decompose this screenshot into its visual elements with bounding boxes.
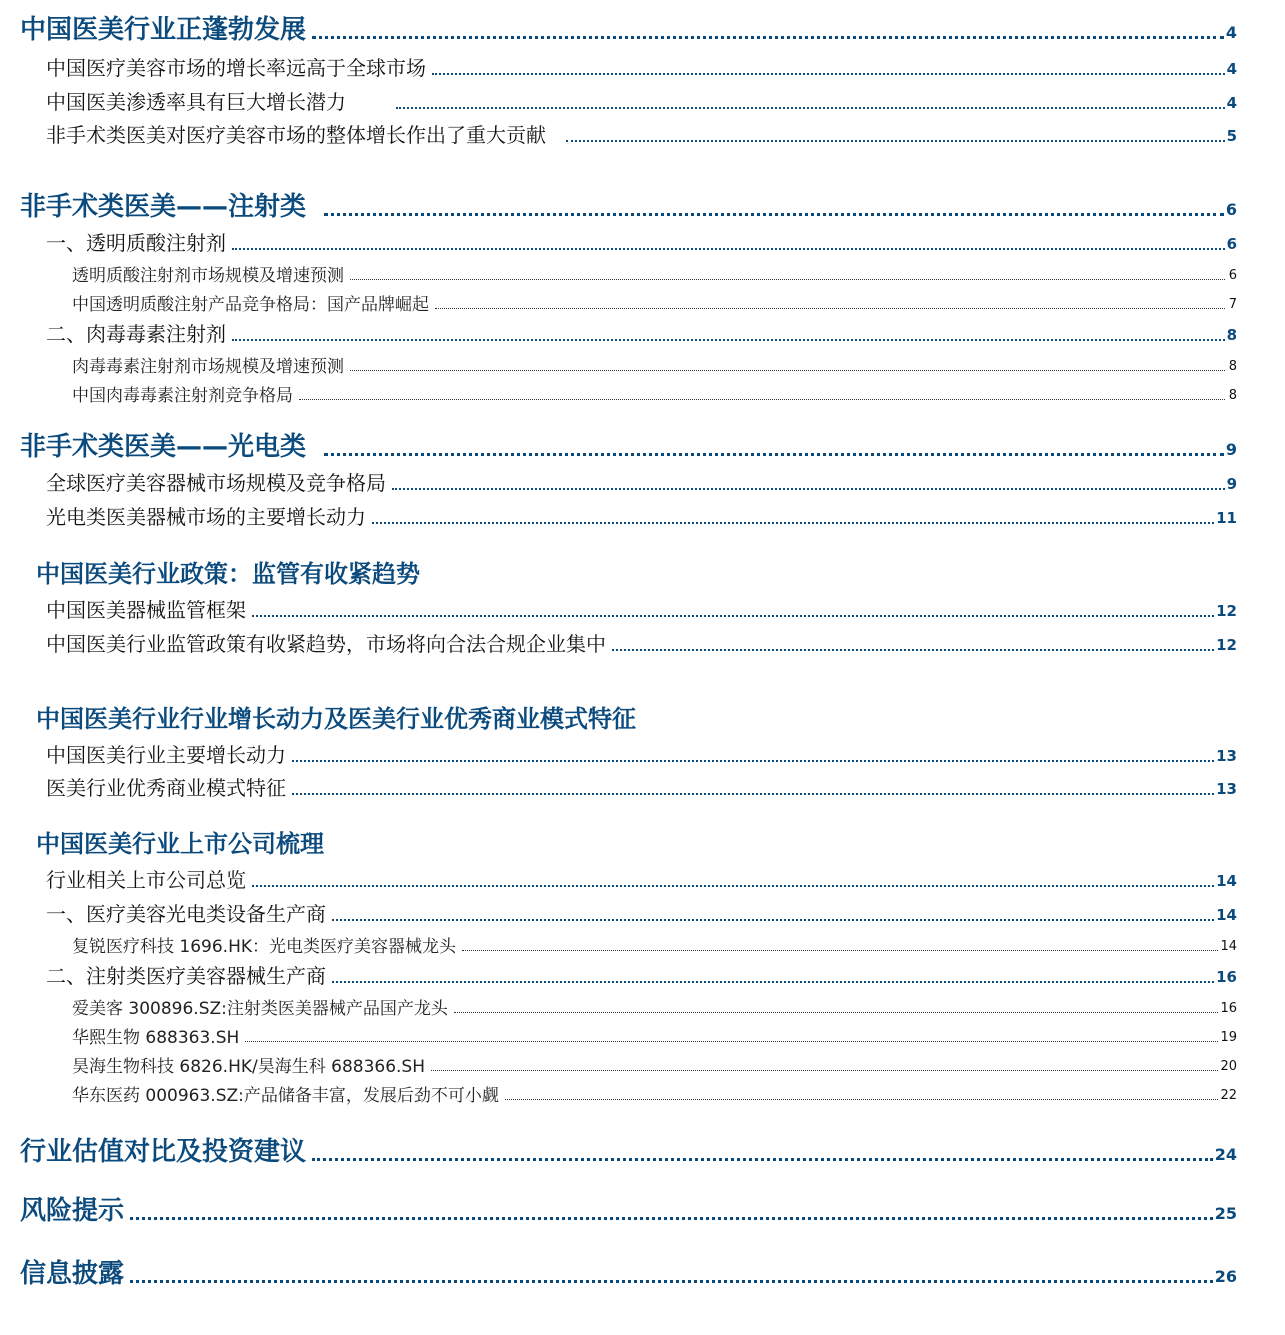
- toc-entry-page: 5: [1226, 127, 1237, 145]
- toc-chapter-entry[interactable]: [20, 1134, 1237, 1168]
- toc-entry-page: 20: [1220, 1059, 1237, 1074]
- toc-entry-title: 非手术类医美——光电类: [20, 432, 307, 462]
- leader-dots: [324, 213, 1224, 216]
- toc-chapter-heading[interactable]: [36, 827, 1237, 859]
- leader-dots: [612, 649, 1214, 651]
- toc-entry-page: 13: [1216, 747, 1237, 765]
- leader-dots: [566, 140, 1225, 142]
- toc-entry-title: 肉毒毒素注射剂市场规模及增速预测: [72, 357, 344, 377]
- leader-dots: [462, 950, 1218, 951]
- leader-dots: [312, 1158, 1213, 1161]
- toc-entry-page: 26: [1214, 1267, 1237, 1286]
- toc-entry-title: 光电类医美器械市场的主要增长动力: [46, 505, 366, 529]
- toc-entry-title: 中国医美行业正蓬勃发展: [20, 15, 307, 45]
- leader-dots: [432, 73, 1225, 75]
- toc-entry-page: 25: [1214, 1204, 1237, 1223]
- toc-section-entry[interactable]: [46, 597, 1237, 623]
- toc-subsection-entry[interactable]: [72, 933, 1237, 957]
- toc-entry-title: 中国医美渗透率具有巨大增长潜力: [46, 90, 346, 114]
- toc-entry-title: 非手术类医美对医疗美容市场的整体增长作出了重大贡献: [46, 123, 546, 147]
- toc-entry-title: 透明质酸注射剂市场规模及增速预测: [72, 266, 344, 286]
- toc-subsection-entry[interactable]: [72, 262, 1237, 286]
- leader-dots: [252, 615, 1214, 617]
- toc-entry-title: 复锐医疗科技 1696.HK：光电类医疗美容器械龙头: [72, 937, 457, 957]
- toc-entry-page: 8: [1228, 388, 1237, 403]
- toc-section-entry[interactable]: [46, 867, 1237, 893]
- toc-section-entry[interactable]: [46, 470, 1237, 496]
- leader-dots: [431, 1070, 1218, 1071]
- toc-section-entry[interactable]: [46, 321, 1237, 347]
- toc-entry-title: 中国医疗美容市场的增长率远高于全球市场: [46, 56, 426, 80]
- leader-dots: [312, 36, 1224, 39]
- toc-entry-title: 中国医美行业主要增长动力: [46, 743, 286, 767]
- toc-entry-page: 9: [1225, 440, 1237, 459]
- toc-entry-page: 7: [1228, 297, 1237, 312]
- toc-subsection-entry[interactable]: [72, 382, 1237, 406]
- toc-entry-title: 行业相关上市公司总览: [46, 868, 246, 892]
- toc-subsection-entry[interactable]: [72, 995, 1237, 1019]
- toc-section-entry[interactable]: [46, 742, 1237, 768]
- toc-entry-page: 6: [1226, 235, 1237, 253]
- toc-entry-title: 风险提示: [20, 1196, 125, 1226]
- toc-subsection-entry[interactable]: [72, 1053, 1237, 1077]
- toc-entry-page: 4: [1226, 94, 1237, 112]
- toc-chapter-heading[interactable]: [36, 557, 1237, 589]
- toc-entry-page: 12: [1216, 636, 1237, 654]
- toc-subsection-entry[interactable]: [72, 1082, 1237, 1106]
- leader-dots: [232, 339, 1225, 341]
- leader-dots: [332, 919, 1214, 921]
- toc-entry-title: 中国医美行业政策：监管有收紧趋势: [36, 560, 420, 588]
- toc-section-entry[interactable]: [46, 775, 1237, 801]
- toc-entry-page: 13: [1216, 780, 1237, 798]
- leader-dots: [396, 107, 1225, 109]
- toc-entry-title: 一、医疗美容光电类设备生产商: [46, 902, 326, 926]
- toc-entry-title: 中国医美行业监管政策有收紧趋势，市场将向合法合规企业集中: [46, 632, 606, 656]
- toc-entry-title: 中国医美行业上市公司梳理: [36, 830, 324, 858]
- toc-entry-page: 16: [1216, 968, 1237, 986]
- toc-section-entry[interactable]: [46, 504, 1237, 530]
- leader-dots: [245, 1041, 1218, 1042]
- toc-entry-title: 中国透明质酸注射产品竞争格局：国产品牌崛起: [72, 295, 429, 315]
- toc-entry-title: 非手术类医美——注射类: [20, 192, 307, 222]
- toc-entry-title: 中国医美行业行业增长动力及医美行业优秀商业模式特征: [36, 705, 636, 733]
- toc-section-entry[interactable]: [46, 89, 1237, 115]
- toc-section-entry[interactable]: [46, 963, 1237, 989]
- toc-entry-page: 8: [1226, 326, 1237, 344]
- toc-entry-title: 中国肉毒毒素注射剂竞争格局: [72, 386, 293, 406]
- toc-section-entry[interactable]: [46, 631, 1237, 657]
- toc-entry-page: 4: [1225, 23, 1237, 42]
- toc-subsection-entry[interactable]: [72, 1024, 1237, 1048]
- leader-dots: [324, 453, 1224, 456]
- toc-entry-page: 8: [1228, 359, 1237, 374]
- leader-dots: [130, 1280, 1213, 1283]
- toc-entry-title: 二、注射类医疗美容器械生产商: [46, 964, 326, 988]
- toc-chapter-entry[interactable]: [20, 1193, 1237, 1227]
- toc-entry-title: 中国医美器械监管框架: [46, 598, 246, 622]
- toc-entry-title: 二、肉毒毒素注射剂: [46, 322, 226, 346]
- toc-chapter-entry[interactable]: [20, 1256, 1237, 1290]
- toc-subsection-entry[interactable]: [72, 353, 1237, 377]
- leader-dots: [435, 308, 1225, 309]
- toc-entry-title: 华东医药 000963.SZ:产品储备丰富，发展后劲不可小觑: [72, 1086, 499, 1106]
- leader-dots: [299, 399, 1225, 400]
- toc-entry-page: 22: [1220, 1088, 1237, 1103]
- toc-section-entry[interactable]: [46, 901, 1237, 927]
- toc-entry-page: 14: [1216, 906, 1237, 924]
- toc-chapter-entry[interactable]: [20, 429, 1237, 463]
- toc-entry-page: 16: [1220, 1001, 1237, 1016]
- toc-chapter-heading[interactable]: [36, 702, 1237, 734]
- toc-chapter-entry[interactable]: [20, 189, 1237, 223]
- toc-entry-title: 全球医疗美容器械市场规模及竞争格局: [46, 471, 386, 495]
- leader-dots: [372, 522, 1214, 524]
- toc-section-entry[interactable]: [46, 55, 1237, 81]
- toc-entry-title: 华熙生物 688363.SH: [72, 1028, 240, 1048]
- toc-entry-page: 6: [1228, 268, 1237, 283]
- leader-dots: [350, 370, 1225, 371]
- toc-entry-page: 14: [1216, 872, 1237, 890]
- leader-dots: [232, 248, 1225, 250]
- toc-entry-title: 医美行业优秀商业模式特征: [46, 776, 286, 800]
- leader-dots: [454, 1012, 1219, 1013]
- toc-entry-page: 12: [1216, 602, 1237, 620]
- toc-subsection-entry[interactable]: [72, 291, 1237, 315]
- toc-entry-page: 11: [1216, 509, 1237, 527]
- toc-entry-title: 信息披露: [20, 1259, 125, 1289]
- toc-entry-page: 6: [1225, 200, 1237, 219]
- leader-dots: [130, 1217, 1213, 1220]
- toc-section-entry[interactable]: [46, 122, 1237, 148]
- toc-entry-title: 行业估值对比及投资建议: [20, 1137, 307, 1167]
- toc-entry-page: 24: [1214, 1145, 1237, 1164]
- leader-dots: [505, 1099, 1219, 1100]
- leader-dots: [252, 885, 1214, 887]
- leader-dots: [392, 488, 1225, 490]
- toc-entry-title: 爱美客 300896.SZ:注射类医美器械产品国产龙头: [72, 999, 448, 1019]
- leader-dots: [350, 279, 1225, 280]
- toc-entry-page: 19: [1220, 1030, 1237, 1045]
- toc-entry-page: 14: [1220, 939, 1237, 954]
- leader-dots: [332, 981, 1214, 983]
- toc-entry-title: 一、透明质酸注射剂: [46, 231, 226, 255]
- toc-entry-title: 昊海生物科技 6826.HK/昊海生科 688366.SH: [72, 1057, 426, 1077]
- leader-dots: [292, 760, 1214, 762]
- toc-chapter-entry[interactable]: [20, 12, 1237, 46]
- toc-entry-page: 4: [1226, 60, 1237, 78]
- leader-dots: [292, 793, 1214, 795]
- toc-entry-page: 9: [1226, 475, 1237, 493]
- toc-section-entry[interactable]: [46, 230, 1237, 256]
